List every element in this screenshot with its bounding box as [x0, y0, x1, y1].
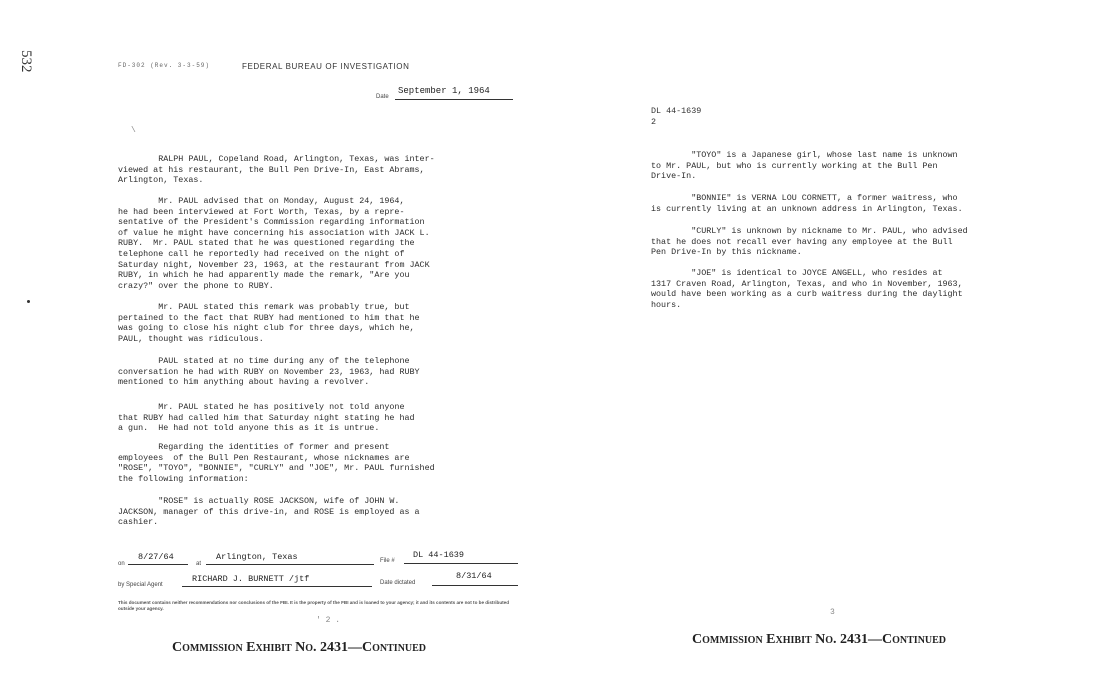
- paragraph-intro: RALPH PAUL, Copeland Road, Arlington, Texas, was inter- viewed at his restaurant, the Bull Pen Drive-In, East Abrams, Arlington, Texas.: [118, 154, 435, 186]
- paragraph-rose: "ROSE" is actually ROSE JACKSON, wife of JOHN W. JACKSON, manager of this drive-in, and ROSE is employed as a cashier.: [118, 496, 420, 528]
- date-value: September 1, 1964: [398, 86, 490, 96]
- footer-on-label: on: [118, 561, 125, 567]
- date-label: Date: [376, 94, 389, 100]
- footer-dictated-value: 8/31/64: [456, 571, 492, 581]
- paragraph-bonnie: "BONNIE" is VERNA LOU CORNETT, a former waitress, who is currently living at an unknown address in Arlington, Texas.: [651, 193, 963, 214]
- paragraph-gun: Mr. PAUL stated he has positively not told anyone that RUBY had called him that Saturday night stating he had a gun. He had not told anyone this as it is untrue.: [118, 402, 415, 434]
- stray-mark: \: [131, 126, 136, 135]
- paragraph-interview: Mr. PAUL advised that on Monday, August 24, 1964, he had been interviewed at Fort Worth, Texas, by a repre- sentative of the President's Commission regarding information of value he might have concerning his association with JACK L. RUBY. Mr. PAUL stated that he was questioned regarding the telephone call he reportedly had received on the night of Saturday night, November 23, 1963, at the restaurant from JACK RUBY, in which he had apparently made the remark, "Are you crazy?" over the phone to RUBY.: [118, 196, 430, 291]
- footer-at-label: at: [196, 561, 202, 567]
- footer-on-line: [128, 564, 188, 565]
- exhibit-caption-right: Commission Exhibit No. 2431—Continued: [692, 632, 947, 647]
- paragraph-joe: "JOE" is identical to JOYCE ANGELL, who resides at 1317 Craven Road, Arlington, Texas, and who in November, 1963, would have been working as a curb waitress during the daylight hours.: [651, 268, 963, 310]
- footer-on-value: 8/27/64: [138, 552, 174, 562]
- paragraph-toyo: "TOYO" is a Japanese girl, whose last name is unknown to Mr. PAUL, but who is currently working at the Bull Pen Drive-In.: [651, 150, 958, 182]
- exhibit-caption-left: Commission Exhibit No. 2431—Continued: [172, 640, 427, 655]
- paragraph-curly: "CURLY" is unknown by nickname to Mr. PAUL, who advised that he does not recall ever having any employee at the Bull Pen Drive-In by this nickname.: [651, 226, 968, 258]
- footer-file-line: [404, 563, 518, 564]
- footer-dictated-line: [432, 585, 518, 586]
- paragraph-remark: Mr. PAUL stated this remark was probably true, but pertained to the fact that RUBY had mentioned to him that he was going to close his night club for three days, which he, PAUL, thought was ridiculous.: [118, 302, 420, 344]
- footer-file-label: File #: [380, 558, 395, 564]
- footer-dictated-label: Date dictated: [380, 580, 416, 586]
- footer-at-value: Arlington, Texas: [216, 552, 298, 562]
- file-number-header: DL 44-1639 2: [651, 106, 702, 127]
- footer-by-label: by Special Agent: [118, 582, 163, 588]
- footer-by-value: RICHARD J. BURNETT /jtf: [192, 574, 310, 584]
- agency-header: FEDERAL BUREAU OF INVESTIGATION: [242, 62, 410, 71]
- page-number: 532: [18, 50, 34, 73]
- date-underline: [395, 99, 513, 100]
- footer-by-line: [182, 586, 372, 587]
- footer-at-line: [206, 564, 374, 565]
- form-id: FD-302 (Rev. 3-3-59): [118, 62, 211, 69]
- paragraph-revolver: PAUL stated at no time during any of the telephone conversation he had with RUBY on November 23, 1963, had RUBY mentioned to him anything about having a revolver.: [118, 356, 420, 388]
- margin-dot: [27, 300, 30, 303]
- footer-file-value: DL 44-1639: [413, 550, 465, 560]
- stray-mark-right: 3: [830, 608, 835, 617]
- paragraph-employees: Regarding the identities of former and present employees of the Bull Pen Restaurant, whose nicknames are "ROSE", "TOYO", "BONNIE", "CURLY" and "JOE", Mr. PAUL furnished the following information:: [118, 442, 435, 484]
- stray-marks: ' 2 .: [316, 616, 341, 625]
- disclaimer: This document contains neither recommendations nor conclusions of the FBI. It is the property of the FBI and is loaned to your agency; it and its contents are not to be distributed outside your agency.: [118, 600, 510, 611]
